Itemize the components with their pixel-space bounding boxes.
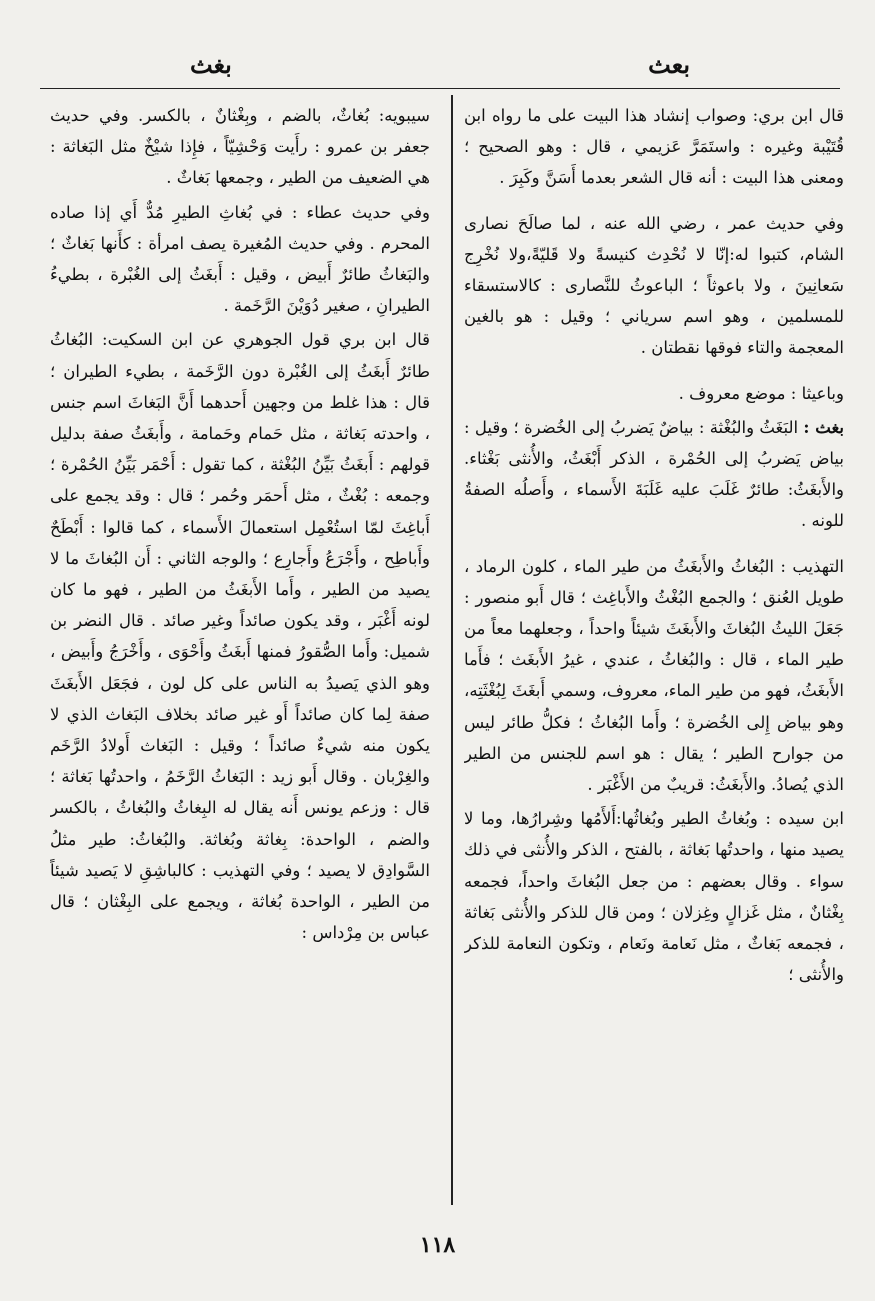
paragraph: التهذيب : البُغاثُ والأَبغَثُ من طير الماء ، كلون الرماد ، طويل العُنق ؛ والجمع البُغْثُ والأَباغِث ؛ قال أَبو منصور : جَعَلَ الليثُ البُغاثَ والأَبغَثَ شيئاً واحداً ، وجعلهما معاً من طير الماء ، قال : والبُغاثُ ، عندي ، غيرُ الأَبغَث ؛ فأَما الأَبغَثُ، فهو من طير الماء، معروف، وسمي أَبغَثَ لِبُغْثَتِه، وهو بياض إِلى الخُضرة ؛ وأَما البُغاثُ ؛ فكلُّ طائر ليس من جوارح الطير ؛ يقال : هو اسم للجنس من الطير الذي يُصادُ. والأَبغَثُ: قريبٌ من الأَغْبَر . [464,556,844,795]
paragraph: قال ابن بري: وصواب إنشاد هذا البيت على ما رواه ابن قُتَيْبة وغيره : واستَمَرَّ عَزيمي ، قال : وهو الصحيح ؛ ومعنى هذا البيت : أنه قال الشعر بعدما أَسَنَّ وكَبِرَ . [464,106,844,188]
column-divider [451,95,453,1205]
paragraph: وباعيثا : موضع معروف . [678,383,844,403]
paragraph: سيبويه: بُغاثٌ، بالضم ، وبِغْثانٌ ، بالكسر. وفي حديث جعفر بن عمرو : رأَيت وَحْشِيّاً ، فإِذا شيْخٌ مثل البَغاثة : هي الضعيف من الطير ، وجمعها بَغاثٌ . [50,106,430,188]
left-column [50,100,430,1210]
paragraph: وفي حديث عمر ، رضي الله عنه ، لما صالَحَ نصارى الشام، كتبوا له:إنّا لا نُحْدِث كنيسةً ولا قَليّةً،ولا نُخْرِج سَعانِينَ ، ولا باعوثاً ؛ الباعوثُ للنَّصارى : كالاستسقاء للمسلمين ، وهو اسم سرياني ؛ وقيل : هو بالغين المعجمة والتاء فوقها نقطتان . [464,213,844,358]
paragraph: ابن سيده : وبُغاثُ الطير وبُغاثُها:أَلأَمُها وشِرارُها، وما لا يصيد منها ، واحدتُها بَغاثة ، بالفتح ، الذكر والأُنثى في ذلك سواء . وقال بعضهم : من جعل البُغاثَ واحداً، فجمعه بِغْثانٌ ، مثل غَزالٍ وغِزلان ؛ ومن قال للذكر والأُنثى بَغاثة ، فجمعه بَغاثٌ ، مثل نَعامة ونَعام ، وتكون النعامة للذكر والأُنثى ؛ [464,809,844,985]
entry-headword: بغث : [803,417,844,437]
page-header [40,44,840,89]
paragraph: وفي حديث عطاء : في بُغاثِ الطيرِ مُدٌّ أَي إذا صاده المحرم . وفي حديث المُغيرة يصف امرأة : كأَنها بَغاثٌ ؛ والبَغاثُ طائرٌ أَبيض ، وقيل : أَبغَثُ إلى الغُبْرة ، بطيءُ الطيرانِ ، صغير دُوَيْنَ الرَّخَمة . [50,202,430,316]
entry-paragraph [464,412,844,537]
page-number: ١١٨ [419,1232,456,1258]
right-column [464,100,844,1210]
left-running-head: بغث [190,50,232,79]
entry-text: البَغَثُ والبُغْثة : بياضٌ يَضربُ إلى الخُضرة ؛ وقيل : بياض يَضربُ إلى الحُمْرة ، الذكر أَبْغَثُ، والأُنثى بَغْثاء. والأَبغَثُ: طائرٌ غَلَبَ عليه غَلَبَةَ الأَسماء ، وأَصلُه الصفةُ للونه . [464,417,844,531]
paragraph: قال ابن بري قول الجوهري عن ابن السكيت: البُغاثُ طائرٌ أَبغَثُ إلى الغُبْرة دون الرَّخَمة ، بطيء الطيران ؛ قال : هذا غلط من وجهين أَحدهما أَنَّ البَغاثَ اسم جنس ، واحدته بَغاثة ، مثل حَمام وحَمامة ، وأَبغَثُ صفة بدليل قولهم : أَبغَثُ بَيِّنُ البُغْثة ، كما تقول : أَحْمَر بَيِّنُ الحُمْرة ؛ وجمعه : بُغْثٌ ، مثل أَحمَر وحُمر ؛ قال : وقد يجمع على أَباغِثَ لمّا استُعْمِل استعمالَ الأَسماء ، كما قالوا : أَبْطَحٌ وأَباطِح ، وأَجْرَعُ وأَجارِع ؛ والوجه الثاني : أَن البُغاثَ ما لا يصيد من الطير ، وأَما الأَبغَثُ من الطير ، فهو ما كان لونه أَغْبَر ، وقد يكون صائداً وغير صائد . قال النضر بن شميل: وأَما الصُّقورُ فمنها أَبغَثُ وأَحْوَى ، وأَخْرَجُ وأَبيض ، وهو الذي يَصيدُ به الناس على كل لون ، فجَعَل الأَبغَثَ صفة لِما كان صائداً أَو غير صائد بخلاف البَغاث الذي لا يكون منه شيءٌ صائداً ؛ وقيل : البَغاث أَولادُ الرَّخَم والغِرْبان . وقال أَبو زيد : البَغاثُ الرَّخَمُ ، واحدتُها بَغاثة ؛ قال : وزعم يونس أَنه يقال له البِغاثُ والبُغاثُ ، بالكسر والضم ، الواحدة: بِغاثة وبُغاثة. والبُغاثُ: طير مثلُ السَّوادِق لا يصيد ؛ وفي التهذيب : كالباشِقِ لا يَصيد شيئاً من الطير ، الواحدة بُغاثة ، ويجمع على البِغْثان ؛ قال عباس بن مِرْداس : [50,330,430,943]
right-running-head: بعث [648,50,690,79]
